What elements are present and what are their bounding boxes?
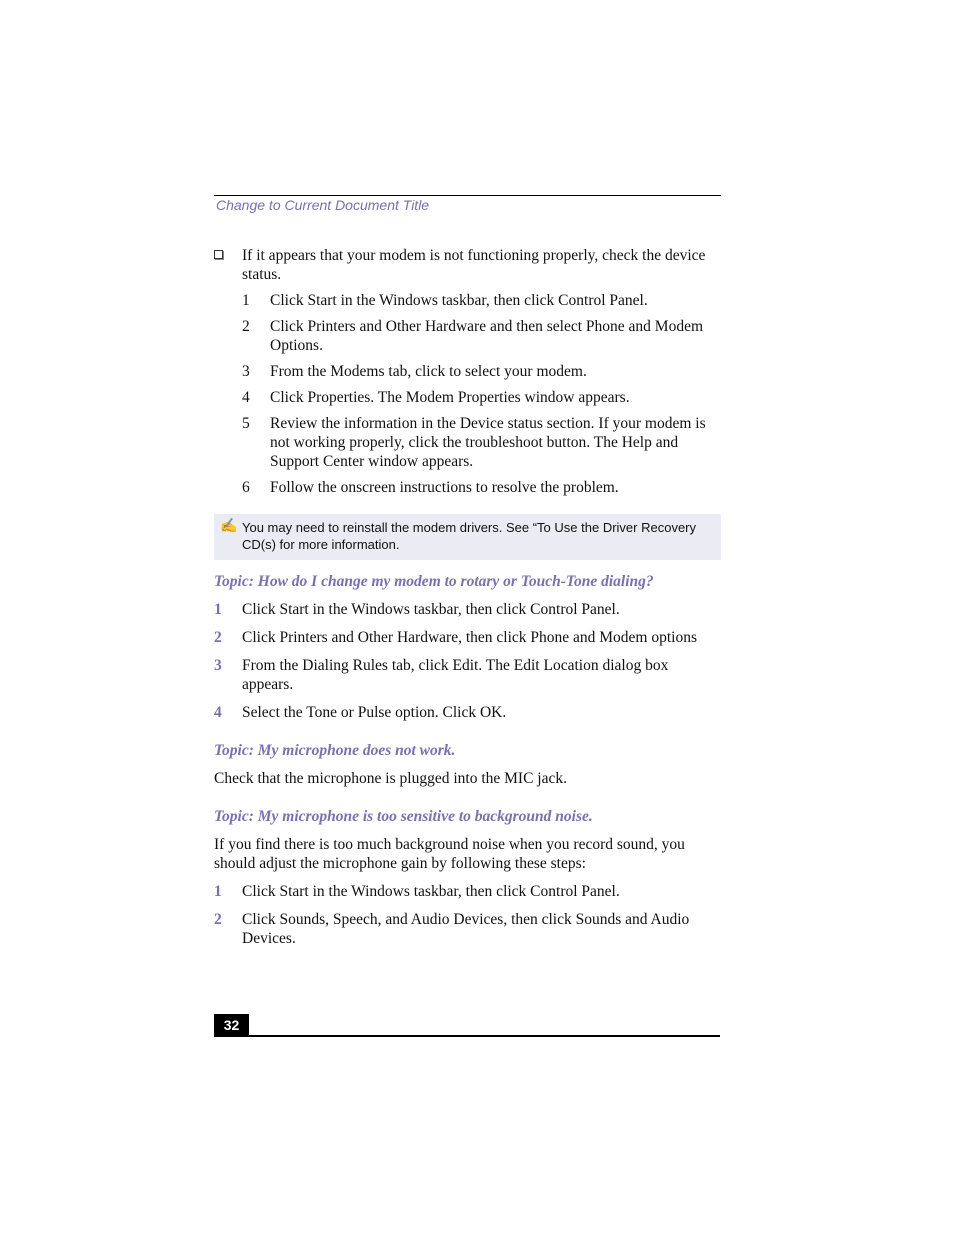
step-text: From the Dialing Rules tab, click Edit. The Edit Location dialog box appears. xyxy=(242,657,669,693)
step-text: Click Start in the Windows taskbar, then click Control Panel. xyxy=(242,601,620,618)
list-item xyxy=(214,317,721,355)
step-text: Click Properties. The Modem Properties window appears. xyxy=(270,389,630,406)
list-item xyxy=(214,882,721,901)
step-text: Click Start in the Windows taskbar, then click Control Panel. xyxy=(270,292,648,309)
note-text: You may need to reinstall the modem drivers. See “To Use the Driver Recovery CD(s) for more information. xyxy=(242,520,696,552)
topic-heading-background-noise: Topic: My microphone is too sensitive to background noise. xyxy=(214,808,593,825)
list-item xyxy=(214,656,721,694)
topic-heading-microphone: Topic: My microphone does not work. xyxy=(214,742,456,759)
step-number: 4 xyxy=(214,704,222,721)
step-text: Select the Tone or Pulse option. Click OK. xyxy=(242,704,507,721)
bullet-text: If it appears that your modem is not functioning properly, check the device status. xyxy=(242,247,706,283)
step-text: Click Printers and Other Hardware and then select Phone and Modem Options. xyxy=(270,318,704,354)
step-text: Review the information in the Device status section. If your modem is not working properly, click the troubleshoot button. The Help and Support Center window appears. xyxy=(270,415,706,470)
step-number: 3 xyxy=(242,363,250,380)
step-number: 2 xyxy=(242,318,250,335)
step-number: 2 xyxy=(214,629,222,646)
page-number: 32 xyxy=(214,1014,249,1036)
step-number: 1 xyxy=(214,883,222,900)
list-item xyxy=(214,910,721,948)
step-number: 5 xyxy=(242,415,250,432)
list-item xyxy=(214,388,721,407)
list-item xyxy=(214,362,721,381)
list-item xyxy=(214,628,721,647)
step-text: Click Sounds, Speech, and Audio Devices, then click Sounds and Audio Devices. xyxy=(242,911,690,947)
list-item xyxy=(214,478,721,497)
note-box xyxy=(214,514,721,560)
running-title: Change to Current Document Title xyxy=(216,197,430,213)
paragraph: If you find there is too much background noise when you record sound, you should adjust the microphone gain by following these steps: xyxy=(214,836,685,872)
step-number: 6 xyxy=(242,479,250,496)
topic-heading-dialing: Topic: How do I change my modem to rotary or Touch-Tone dialing? xyxy=(214,573,654,590)
paragraph: Check that the microphone is plugged into the MIC jack. xyxy=(214,770,567,787)
checkbox-bullet-icon xyxy=(214,250,223,259)
bullet-item xyxy=(214,246,721,284)
step-number: 3 xyxy=(214,657,222,674)
header-rule xyxy=(214,195,721,196)
list-item xyxy=(214,291,721,310)
step-number: 2 xyxy=(214,911,222,928)
device-status-steps xyxy=(214,291,721,497)
step-text: Click Printers and Other Hardware, then click Phone and Modem options xyxy=(242,629,697,646)
list-item xyxy=(214,414,721,471)
pencil-note-icon: ✍ xyxy=(220,517,238,533)
footer-rule xyxy=(214,1035,720,1037)
step-text: From the Modems tab, click to select your modem. xyxy=(270,363,587,380)
step-text: Follow the onscreen instructions to resolve the problem. xyxy=(270,479,619,496)
step-number: 4 xyxy=(242,389,250,406)
list-item xyxy=(214,703,721,722)
list-item xyxy=(214,600,721,619)
step-number: 1 xyxy=(214,601,222,618)
step-number: 1 xyxy=(242,292,250,309)
page-content xyxy=(214,246,721,957)
step-text: Click Start in the Windows taskbar, then click Control Panel. xyxy=(242,883,620,900)
